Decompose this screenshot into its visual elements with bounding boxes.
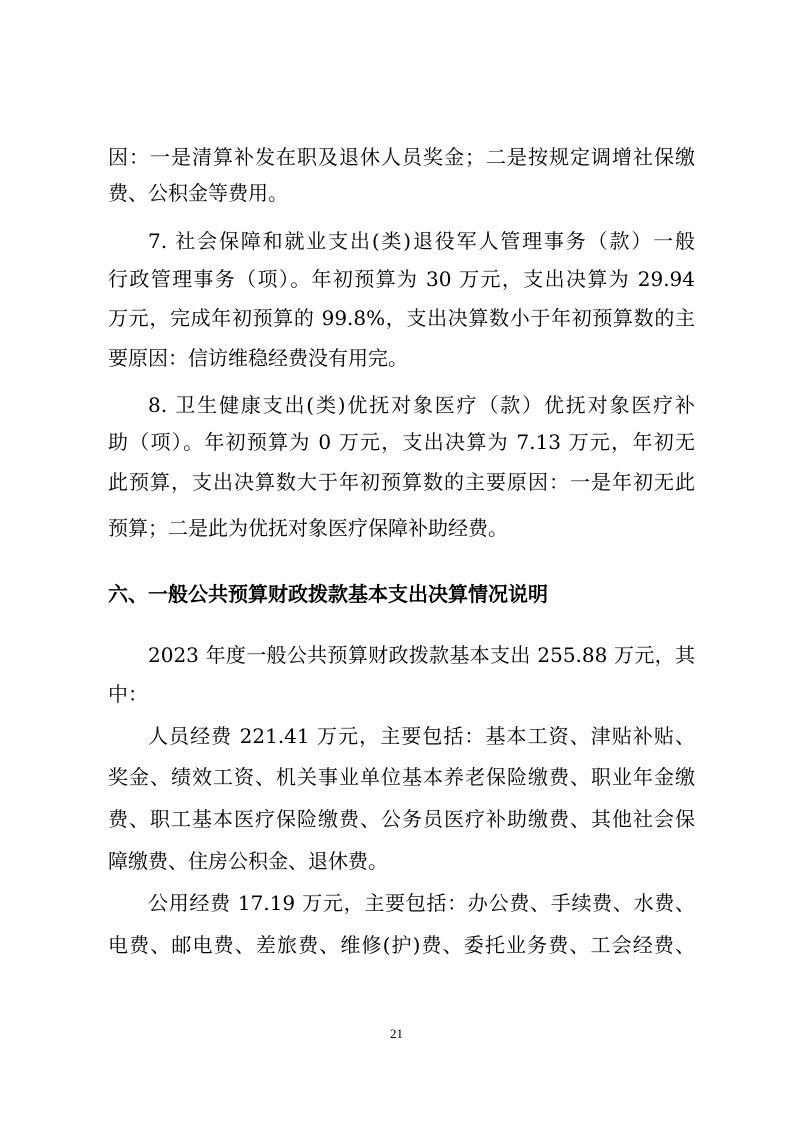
paragraph-line: 8. 卫生健康支出(类)优抚对象医疗（款）优抚对象医疗补 xyxy=(148,393,695,417)
paragraph-line: 助（项）。年初预算为 0 万元，支出决算为 7.13 万元，年初无 xyxy=(108,430,695,454)
paragraph-line: 障缴费、住房公积金、退休费。 xyxy=(108,849,388,873)
paragraph-line: 公用经费 17.19 万元，主要包括：办公费、手续费、水费、 xyxy=(148,891,695,915)
paragraph-line: 电费、邮电费、差旅费、维修(护)费、委托业务费、工会经费、 xyxy=(108,933,695,957)
paragraph-line: 行政管理事务（项）。年初预算为 30 万元，支出决算为 29.94 xyxy=(108,267,695,291)
paragraph-line: 人员经费 221.41 万元，主要包括：基本工资、津贴补贴、 xyxy=(148,724,695,748)
paragraph-line: 奖金、绩效工资、机关事业单位基本养老保险缴费、职业年金缴 xyxy=(108,765,695,789)
paragraph-line: 费、公积金等费用。 xyxy=(108,181,288,205)
paragraph-line: 万元，完成年初预算的 99.8%，支出决算数小于年初预算数的主 xyxy=(108,306,695,330)
paragraph-line: 费、职工基本医疗保险缴费、公务员医疗补助缴费、其他社会保 xyxy=(108,807,695,831)
paragraph-line: 2023 年度一般公共预算财政拨款基本支出 255.88 万元，其 xyxy=(148,643,695,667)
paragraph-line: 因：一是清算补发在职及退休人员奖金；二是按规定调增社保缴 xyxy=(108,145,695,169)
paragraph-line: 此预算，支出决算数大于年初预算数的主要原因：一是年初无此 xyxy=(108,470,695,494)
paragraph-line: 预算；二是此为优抚对象医疗保障补助经费。 xyxy=(108,516,508,540)
paragraph-line: 7. 社会保障和就业支出(类)退役军人管理事务（款）一般 xyxy=(148,229,695,253)
paragraph-line: 中： xyxy=(108,682,148,706)
section-heading: 六、一般公共预算财政拨款基本支出决算情况说明 xyxy=(108,582,548,606)
paragraph-line: 要原因：信访维稳经费没有用完。 xyxy=(108,346,408,370)
page-number: 21 xyxy=(390,1026,403,1041)
